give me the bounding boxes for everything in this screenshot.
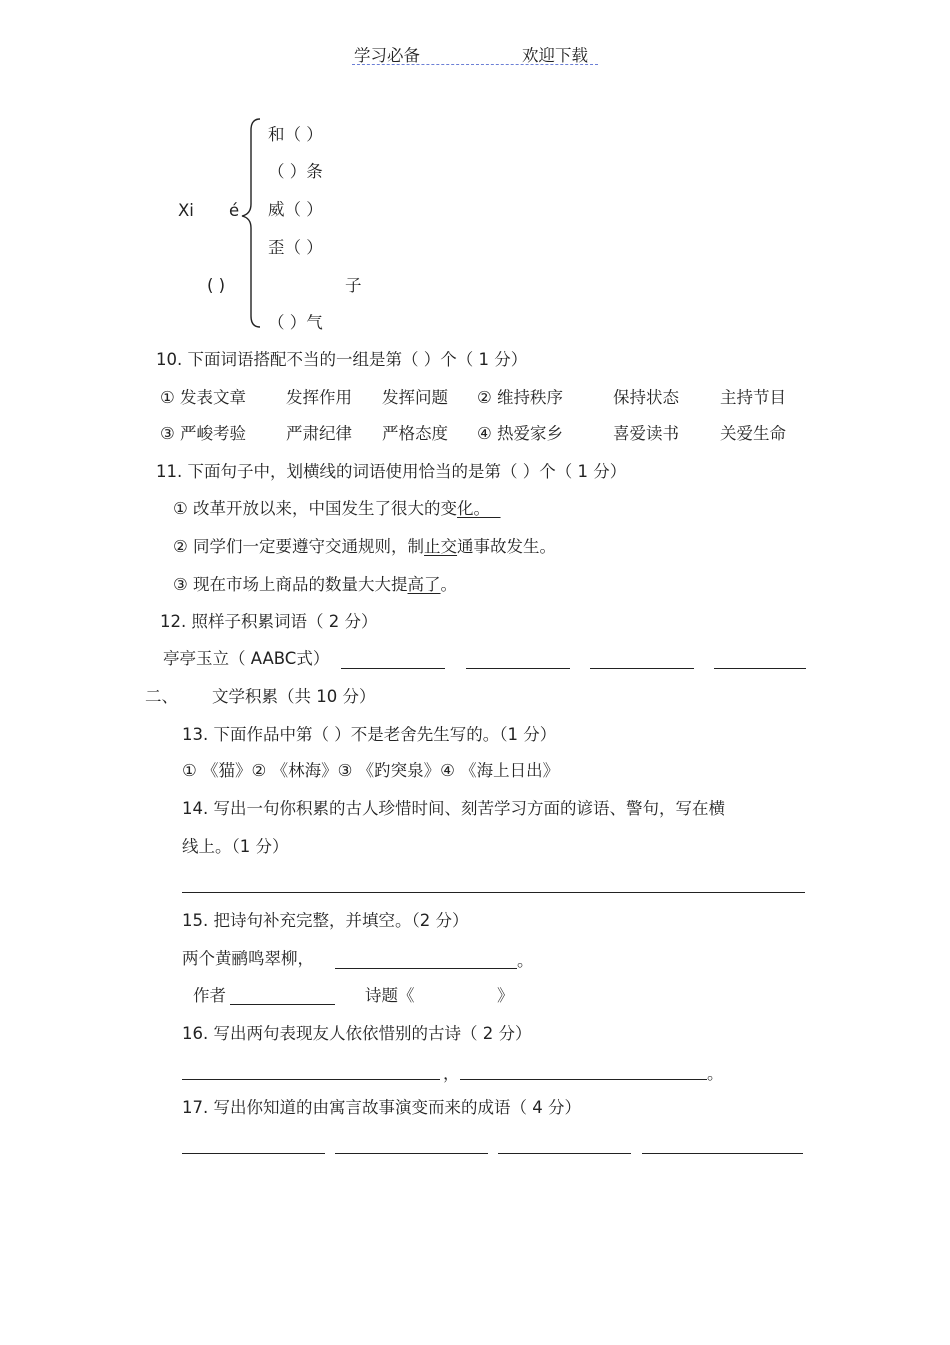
- underlined-word: 化。: [457, 499, 501, 518]
- q16-comma: ，: [443, 1064, 460, 1083]
- q10-opt: 发挥问题: [382, 388, 448, 407]
- header-left: 学习必备: [354, 46, 420, 65]
- pinyin-e: é: [229, 201, 240, 220]
- sentence-text: ① 改革开放以来，中国发生了很大的变: [173, 499, 458, 518]
- underlined-word: 高了: [407, 575, 441, 594]
- q11-stem: 11. 下面句子中，划横线的词语使用恰当的是第（ ）个（ 1 分）: [156, 462, 627, 481]
- q9-item-6: （ ）气: [268, 313, 323, 332]
- sentence-text: ② 同学们一定要遵守交通规则，制: [173, 537, 425, 556]
- section-number: 二、: [145, 687, 178, 706]
- answer-blank[interactable]: [590, 668, 694, 669]
- answer-blank[interactable]: [182, 1079, 440, 1080]
- q10-opt: 发挥作用: [286, 388, 352, 407]
- q10-opt: ③ 严峻考验: [160, 424, 247, 443]
- section-title: 文学积累（共 10 分）: [212, 687, 376, 706]
- q12-example: 亭亭玉立（ AABC式）: [163, 649, 330, 668]
- header-right: 欢迎下载: [522, 46, 588, 65]
- q9-item-5: 子: [345, 276, 362, 295]
- answer-blank[interactable]: [642, 1153, 803, 1154]
- q10-opt: 严格态度: [382, 424, 448, 443]
- q15-poem: 两个黄鹂鸣翠柳，: [182, 949, 314, 968]
- answer-blank[interactable]: [466, 668, 570, 669]
- answer-line[interactable]: [182, 892, 805, 893]
- pinyin-paren: ( ): [207, 276, 226, 295]
- q10-opt: ④ 热爱家乡: [477, 424, 564, 443]
- q10-opt: ② 维持秩序: [477, 388, 564, 407]
- q10-stem: 10. 下面词语搭配不当的一组是第（ ）个（ 1 分）: [156, 350, 528, 369]
- q14-line1: 14. 写出一句你积累的古人珍惜时间、刻苦学习方面的谚语、警句，写在横: [182, 799, 725, 818]
- q13-stem: 13. 下面作品中第（ ）不是老舍先生写的。（1 分）: [182, 725, 557, 744]
- q10-opt: 主持节目: [720, 388, 786, 407]
- q10-opt: 关爱生命: [720, 424, 786, 443]
- pinyin-xi: Xi: [178, 201, 194, 220]
- q11-sentence-1: [173, 498, 501, 520]
- sentence-text: 。: [440, 575, 458, 594]
- q11-sentence-2: [173, 536, 556, 558]
- q12-stem: 12. 照样子积累词语（ 2 分）: [160, 612, 378, 631]
- q14-line2: 线上。（1 分）: [182, 837, 289, 856]
- answer-blank[interactable]: [498, 1153, 631, 1154]
- answer-blank[interactable]: [182, 1153, 325, 1154]
- q10-opt: 喜爱读书: [613, 424, 679, 443]
- brace-icon: [238, 116, 264, 331]
- answer-blank[interactable]: [714, 668, 806, 669]
- q15-title-close: 》: [497, 986, 514, 1005]
- sentence-text: ③ 现在市场上商品的数量大大提: [173, 575, 408, 594]
- answer-blank[interactable]: [230, 1004, 335, 1005]
- header-divider: [352, 64, 598, 65]
- q13-options: ① 《猫》② 《林海》③ 《趵突泉》④ 《海上日出》: [182, 761, 560, 780]
- q9-item-4: 歪（ ）: [268, 238, 323, 257]
- q9-item-3: 威（ ）: [268, 200, 323, 219]
- q9-item-1: 和（ ）: [268, 125, 323, 144]
- sentence-text: 通事故发生。: [457, 537, 557, 556]
- q15-stem: 15. 把诗句补充完整，并填空。（2 分）: [182, 911, 469, 930]
- q10-opt: ① 发表文章: [160, 388, 247, 407]
- answer-blank[interactable]: [460, 1079, 707, 1080]
- q15-author-label: 作者: [193, 986, 226, 1005]
- q16-end: 。: [707, 1064, 724, 1083]
- answer-blank[interactable]: [341, 668, 445, 669]
- answer-blank[interactable]: [335, 1153, 488, 1154]
- underlined-word: 止交: [424, 537, 458, 556]
- q16-stem: 16. 写出两句表现友人依依惜别的古诗（ 2 分）: [182, 1024, 532, 1043]
- q15-title-open: 诗题《: [365, 986, 415, 1005]
- q9-item-2: （ ）条: [268, 162, 323, 181]
- q10-opt: 保持状态: [613, 388, 679, 407]
- q10-opt: 严肃纪律: [286, 424, 352, 443]
- q11-sentence-3: [173, 574, 457, 596]
- q17-stem: 17. 写出你知道的由寓言故事演变而来的成语（ 4 分）: [182, 1098, 581, 1117]
- q15-poem-end: 。: [517, 951, 534, 970]
- answer-blank[interactable]: [335, 968, 517, 969]
